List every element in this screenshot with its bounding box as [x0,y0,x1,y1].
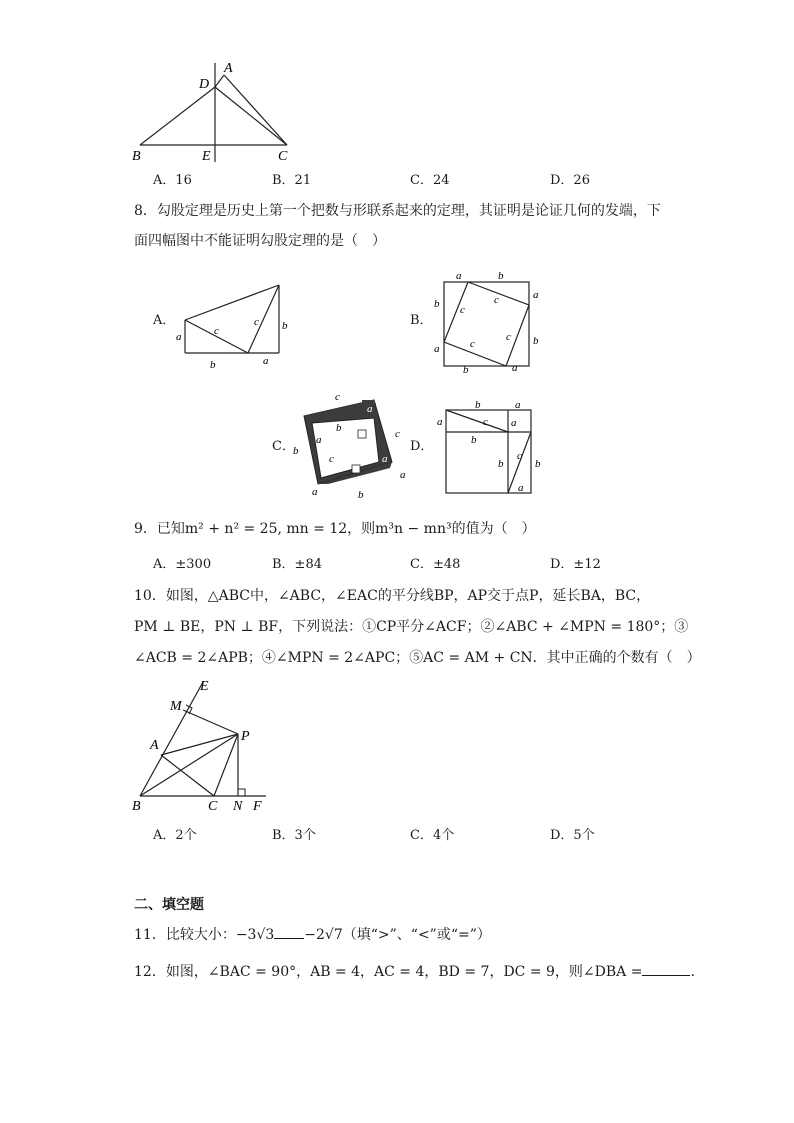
q10-option-b: B．3个 [272,828,316,843]
q8-figure-a-label: A． [153,313,176,328]
svg-text:c: c [395,428,400,440]
svg-text:c: c [517,450,522,462]
q10-stem-line2: PM ⊥ BE，PN ⊥ BF，下列说法：①CP平分∠ACF；②∠ABC + ∠MPN = 180°；③ [134,619,689,635]
q8-figure-b [430,267,545,377]
svg-text:c: c [470,338,475,350]
label-b: B [132,799,141,814]
svg-text:c: c [460,304,465,316]
q9-option-a: A．±300 [153,557,212,572]
label-b: B [132,149,141,164]
svg-text:c: c [335,391,340,403]
label-e: E [202,149,211,164]
q7-option-d: D．26 [550,173,590,188]
q7-option-a: A．16 [153,173,192,188]
svg-text:b: b [498,458,504,470]
q9-option-b: B．±84 [272,557,322,572]
q10-stem-line3: ∠ACB = 2∠APB；④∠MPN = 2∠APC；⑤AC = AM + CN．其中正确的个数有（ ） [134,650,701,666]
segment-dc [215,87,287,145]
label-a: A [224,61,233,76]
q10-stem-line1: 10．如图，△ABC中，∠ABC，∠EAC的平分线BP，AP交于点P，延长BA，BC， [134,588,651,604]
segment-ac [224,75,287,145]
q10-option-c: C．4个 [410,828,455,843]
svg-text:b: b [434,298,440,310]
q11-prefix: 11．比较大小：−3√3 [134,927,275,943]
q9-stem: 9．已知m² + n² = 25, mn = 12，则m³n − mn³的值为（ ） [134,521,536,537]
q10-option-d: D．5个 [550,828,595,843]
svg-text:b: b [498,270,504,282]
svg-text:b: b [533,335,539,347]
svg-text:c: c [506,331,511,343]
triangle-figure-q7 [128,58,308,168]
q12-suffix: . [690,964,695,980]
label-m: M [170,699,182,714]
q8-figure-d [432,395,552,500]
label-d: D [199,77,210,92]
svg-text:c: c [494,294,499,306]
svg-text:a: a [515,399,521,411]
q7-option-b: B．21 [272,173,312,188]
svg-text:a: a [437,416,443,428]
q8-stem-line1: 8．勾股定理是历史上第一个把数与形联系起来的定理，其证明是论证几何的发端，下 [134,203,661,219]
svg-text:c: c [483,416,488,428]
svg-text:a: a [533,289,539,301]
q8-figure-c [288,388,413,500]
svg-text:a: a [456,270,462,282]
q11-suffix: −2√7（填“>”、“<”或“=”） [304,927,491,943]
svg-text:a: a [382,453,388,465]
segment-bd [140,87,215,145]
label-a: A [150,738,159,753]
svg-text:a: a [263,355,269,367]
svg-text:a: a [434,343,440,355]
label-n: N [233,799,243,814]
svg-text:a: a [176,331,182,343]
svg-text:c: c [214,325,219,337]
q12-line [134,962,695,982]
section-heading-fill-in: 二、填空题 [134,897,204,913]
svg-text:b: b [368,429,374,441]
svg-text:a: a [518,482,524,494]
svg-text:a: a [400,469,406,481]
svg-text:a: a [316,434,322,446]
q12-prefix: 12．如图，∠BAC = 90°，AB = 4，AC = 4，BD = 7，DC = 9，则∠DBA = [134,964,643,980]
label-e: E [200,679,209,694]
q7-option-c: C．24 [410,173,450,188]
q12-answer-blank[interactable] [642,963,690,976]
svg-text:b: b [475,399,481,411]
label-c: C [278,149,288,164]
svg-text:a: a [512,362,518,374]
svg-text:c: c [329,453,334,465]
q9-option-d: D．±12 [550,557,601,572]
svg-text:b: b [210,359,216,371]
label-c: C [208,799,218,814]
q8-figure-c-label: C． [272,439,295,454]
q8-figure-a [170,280,300,375]
svg-text:b: b [463,364,469,376]
label-f: F [253,799,262,814]
q10-option-a: A．2个 [153,828,197,843]
svg-text:b: b [471,434,477,446]
svg-text:b: b [336,422,342,434]
q9-option-c: C．±48 [410,557,461,572]
q8-figure-b-label: B． [410,313,433,328]
svg-text:b: b [358,489,364,501]
svg-text:a: a [511,417,517,429]
q8-figure-d-label: D． [410,439,434,454]
svg-text:b: b [282,320,288,332]
svg-text:b: b [293,445,299,457]
q8-stem-line2: 面四幅图中不能证明勾股定理的是（ ） [134,233,386,249]
svg-text:a: a [367,403,373,415]
q11-line [134,925,491,945]
svg-text:b: b [535,458,541,470]
svg-text:a: a [312,486,318,498]
segment-ad [215,75,224,87]
svg-text:c: c [254,316,259,328]
q10-figure [128,674,278,814]
label-p: P [241,729,250,744]
q11-answer-blank[interactable] [274,926,304,939]
